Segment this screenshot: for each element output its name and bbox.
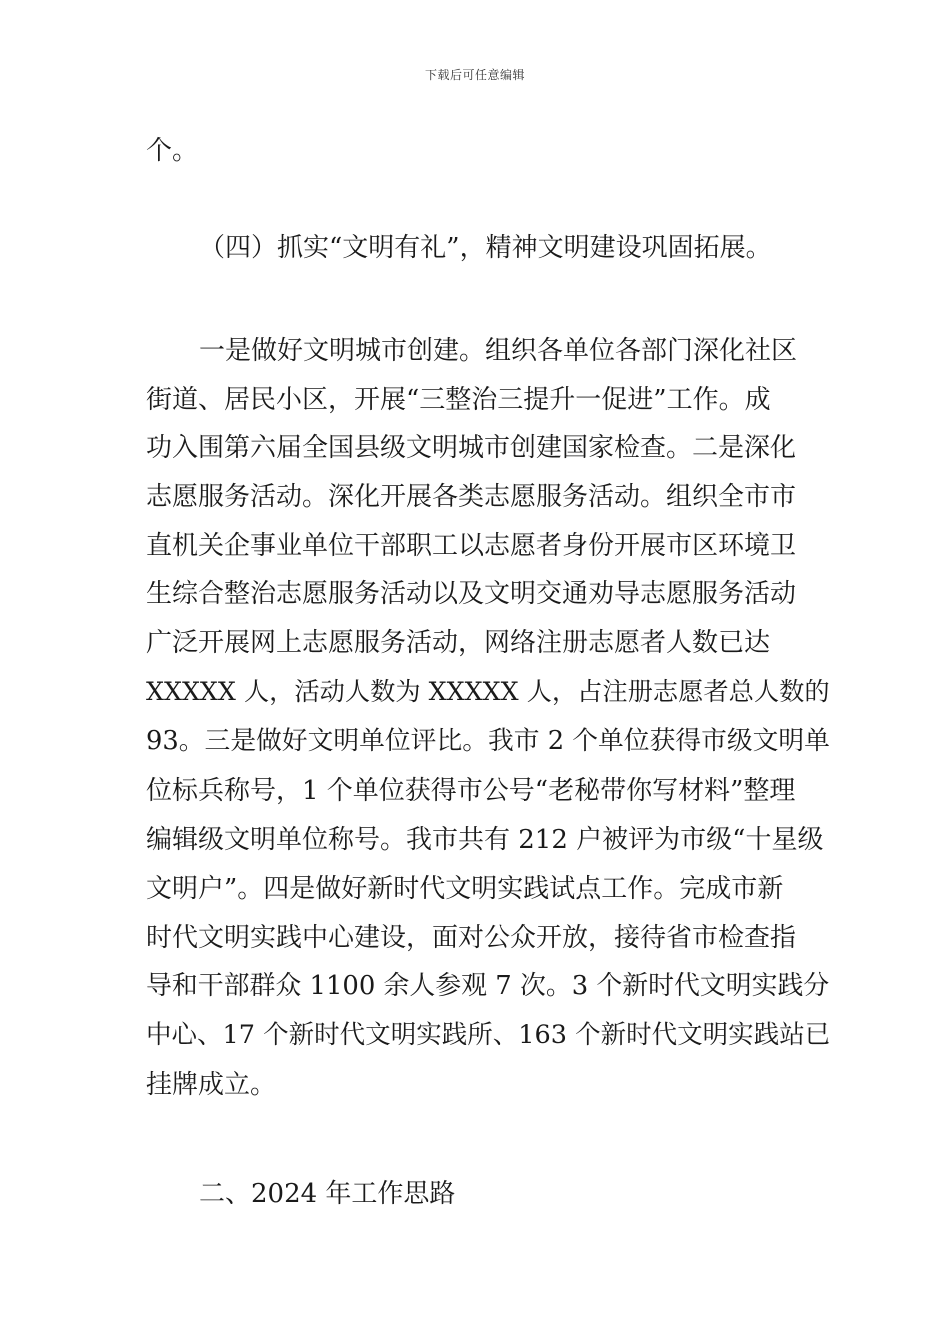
paragraph-line: 导和干部群众 1100 余人参观 7 次。3 个新时代文明实践分 bbox=[146, 971, 830, 1001]
paragraph-line: 93。三是做好文明单位评比。我市 2 个单位获得市级文明单 bbox=[146, 726, 830, 756]
section-two-heading: 二、2024 年工作思路 bbox=[199, 1179, 456, 1209]
section-four-heading: （四）抓实“文明有礼”，精神文明建设巩固拓展。 bbox=[199, 233, 772, 263]
paragraph-line: XXXXX 人，活动人数为 XXXXX 人，占注册志愿者总人数的 bbox=[146, 677, 830, 706]
paragraph-line: 挂牌成立。 bbox=[146, 1070, 277, 1100]
paragraph-line: 编辑级文明单位称号。我市共有 212 户被评为市级“十星级 bbox=[146, 825, 824, 855]
paragraph-line: 功入围第六届全国县级文明城市创建国家检查。二是深化 bbox=[146, 433, 797, 463]
paragraph-line: 直机关企事业单位干部职工以志愿者身份开展市区环境卫 bbox=[146, 531, 797, 561]
paragraph-line: 位标兵称号，1 个单位获得市公号“老秘带你写材料”整理 bbox=[146, 776, 796, 806]
paragraph-line: 生综合整治志愿服务活动以及文明交通劝导志愿服务活动 bbox=[146, 579, 797, 609]
paragraph-line: 时代文明实践中心建设，面对公众开放，接待省市检查指 bbox=[146, 923, 797, 953]
paragraph-line: 文明户”。四是做好新时代文明实践试点工作。完成市新 bbox=[146, 874, 784, 904]
paragraph-line: 志愿服务活动。深化开展各类志愿服务活动。组织全市市 bbox=[146, 482, 797, 512]
paragraph-line: 一是做好文明城市创建。组织各单位各部门深化社区 bbox=[199, 336, 798, 366]
paragraph-line: 广泛开展网上志愿服务活动，网络注册志愿者人数已达 bbox=[146, 628, 771, 658]
paragraph-line: 中心、17 个新时代文明实践所、163 个新时代文明实践站已 bbox=[146, 1020, 831, 1050]
header-note: 下载后可任意编辑 bbox=[424, 68, 525, 82]
paragraph-line: 街道、居民小区，开展“三整治三提升一促进”工作。成 bbox=[146, 385, 771, 415]
intro-fragment: 个。 bbox=[146, 136, 199, 166]
